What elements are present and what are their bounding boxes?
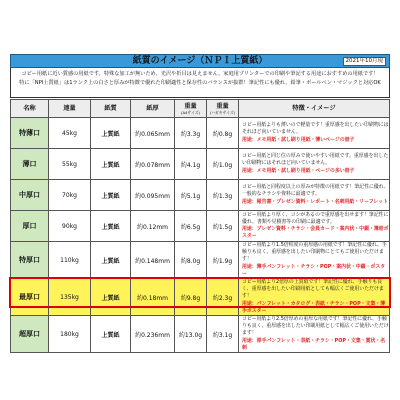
cell-g-hagaki: 約2.3g — [207, 279, 239, 316]
cell-g-hagaki: 約1.0g — [207, 149, 239, 180]
feature-use: 用途：メモ用紙・試し刷り用紙・薄いページの冊子 — [242, 136, 355, 143]
table-row — [11, 242, 390, 279]
cell-g-a4: 約6.5g — [175, 211, 207, 242]
cell-weight: 45kg — [49, 118, 91, 149]
feature-use: 用途：薄手パンフレット・チラシ・POP・案内状・中綴・ポスター — [242, 263, 386, 277]
cell-weight: 110kg — [49, 242, 91, 279]
feature-use: 用途：報告書・プレゼン資料・レポート・名刺用紙・リーフレット — [242, 198, 389, 205]
cell-thickness: 約0.18mm — [131, 279, 175, 316]
cell-paper: 上質紙 — [91, 149, 131, 180]
cell-name: 中厚口 — [11, 180, 49, 211]
cell-g-a4: 約3.3g — [175, 118, 207, 149]
cell-g-a4: 約9.8g — [175, 279, 207, 316]
cell-g-hagaki: 約1.9g — [207, 242, 239, 279]
cell-g-hagaki: 約1.5g — [207, 211, 239, 242]
title-bar — [10, 54, 390, 68]
cell-paper: 上質紙 — [91, 242, 131, 279]
cell-feature — [239, 242, 390, 279]
cell-weight: 135kg — [49, 279, 91, 316]
cell-thickness: 約0.065mm — [131, 118, 175, 149]
page-title: 紙質のイメージ（ＮＰＩ上質紙） — [132, 56, 268, 66]
cell-g-a4: 約13.0g — [175, 316, 207, 353]
cell-name: 特薄口 — [11, 118, 49, 149]
date-badge: 2021年10月現 — [343, 57, 387, 66]
cell-g-a4: 約8.0g — [175, 242, 207, 279]
table-row — [11, 180, 390, 211]
intro-line: 特に「NPI上質紙」は1ランク上の白さと厚みが特徴で優れた印刷適性と保存性のバランスが抜群！筆記性にも優れ、鉛筆・ボールペン・マジックと対応OK — [19, 79, 381, 86]
cell-feature — [239, 316, 390, 353]
cell-feature — [239, 149, 390, 180]
feature-desc: コピー用紙より2倍厚の上質紙です！筆記性に優れ、手触りも良く、重厚感を出したい印刷用紙としても幅広くご使用いただけます！ — [242, 279, 384, 300]
cell-g-a4: 約4.1g — [175, 149, 207, 180]
cell-weight: 90kg — [49, 211, 91, 242]
cell-g-hagaki: 約0.8g — [207, 118, 239, 149]
cell-name: 厚口 — [11, 211, 49, 242]
cell-thickness: 約0.12mm — [131, 211, 175, 242]
cell-feature — [239, 180, 390, 211]
cell-g-hagaki: 約1.3g — [207, 180, 239, 211]
feature-desc: コピー用紙と同程度以上の厚みが特徴の用紙です！筆記性に優れ、一般的なチラシや資料に最適です。 — [242, 184, 389, 198]
cell-weight: 70kg — [49, 180, 91, 211]
cell-paper: 上質紙 — [91, 180, 131, 211]
cell-feature — [239, 118, 390, 149]
paper-spec-table — [10, 99, 390, 353]
cell-thickness: 約0.236mm — [131, 316, 175, 353]
feature-desc: コピー用紙よりも薄いので軽量です！重厚感を出したい印刷物にはそれほど向いていません。 — [242, 122, 389, 136]
feature-desc: コピー用紙より2.5倍厚めの重厚な用紙です！筆記性に優れ、手触りも良く、重厚感を出したい印刷用紙として幅広くご使用いただけます！ — [242, 316, 389, 337]
cell-thickness: 約0.095mm — [131, 180, 175, 211]
table-row — [11, 149, 390, 180]
cell-name: 特厚口 — [11, 242, 49, 279]
cell-paper: 上質紙 — [91, 316, 131, 353]
header-g-hagaki — [207, 100, 239, 118]
cell-name: 最厚口 — [11, 279, 49, 316]
header-g-a4 — [175, 100, 207, 118]
header-weight: 連量 — [49, 100, 91, 118]
cell-feature — [239, 279, 390, 316]
cell-thickness: 約0.148mm — [131, 242, 175, 279]
cell-name: 超厚口 — [11, 316, 49, 353]
cell-g-hagaki: 約3.1g — [207, 316, 239, 353]
table-row — [11, 279, 390, 316]
cell-name: 薄口 — [11, 149, 49, 180]
intro-line: コピー用紙に近い質感の用紙です。特殊な加工が無いため、光沢や折目は見えません。家庭用プリンターでの印刷や筆記する用途におすすめの用紙です！ — [21, 71, 379, 77]
table-row — [11, 316, 390, 353]
header-g-a4-sub: (A4サイズ) — [180, 109, 201, 115]
table-row — [11, 211, 390, 242]
feature-use: 用途：メモ用紙・試し刷り用紙・ページの多い冊子 — [242, 167, 355, 174]
cell-g-a4: 約5.1g — [175, 180, 207, 211]
header-g-hagaki-label: 重量 — [216, 102, 229, 110]
header-paper: 紙質 — [91, 100, 131, 118]
header-name: 名称 — [11, 100, 49, 118]
header-thickness: 紙厚 — [131, 100, 175, 118]
cell-paper: 上質紙 — [91, 211, 131, 242]
cell-weight: 180kg — [49, 316, 91, 353]
cell-paper: 上質紙 — [91, 279, 131, 316]
header-feature: 特徴・イメージ — [239, 100, 390, 118]
feature-use: 用途：パンフレット・カタログ・表紙・チラシ・POP・文集・薄手ポスター — [242, 300, 386, 314]
feature-desc: コピー用紙より1.5倍程度の重厚感の用紙です！筆記性に優れ、手触りも良く、重厚感を出したい印刷物にとてもご使用いただけます！ — [242, 242, 387, 263]
cell-feature — [239, 211, 390, 242]
cell-weight: 55kg — [49, 149, 91, 180]
header-g-hagaki-sub: (ハガキサイズ) — [209, 109, 236, 115]
feature-desc: コピー用紙より厚く、コシがあるので重厚感を出せます！筆記性に優れ、書類や見積書等の印刷に最適です。 — [242, 211, 389, 225]
intro-text — [10, 68, 390, 98]
header-g-a4-label: 重量 — [184, 102, 197, 110]
feature-use: 用途：厚手パンフレット・表紙・チラシ・POP・文集・賞状・名刺 — [242, 337, 386, 351]
feature-desc: コピー用紙と同じ位の厚みで使いやすい用紙です。重厚感を出したい印刷物にはそれほど向いていません。 — [242, 153, 389, 167]
feature-use: 用途：プレゼン資料・チラシ・会員カード・案内状・中綴・簿冊ポスター — [242, 226, 389, 240]
cell-paper: 上質紙 — [91, 118, 131, 149]
table-row — [11, 118, 390, 149]
cell-thickness: 約0.078mm — [131, 149, 175, 180]
